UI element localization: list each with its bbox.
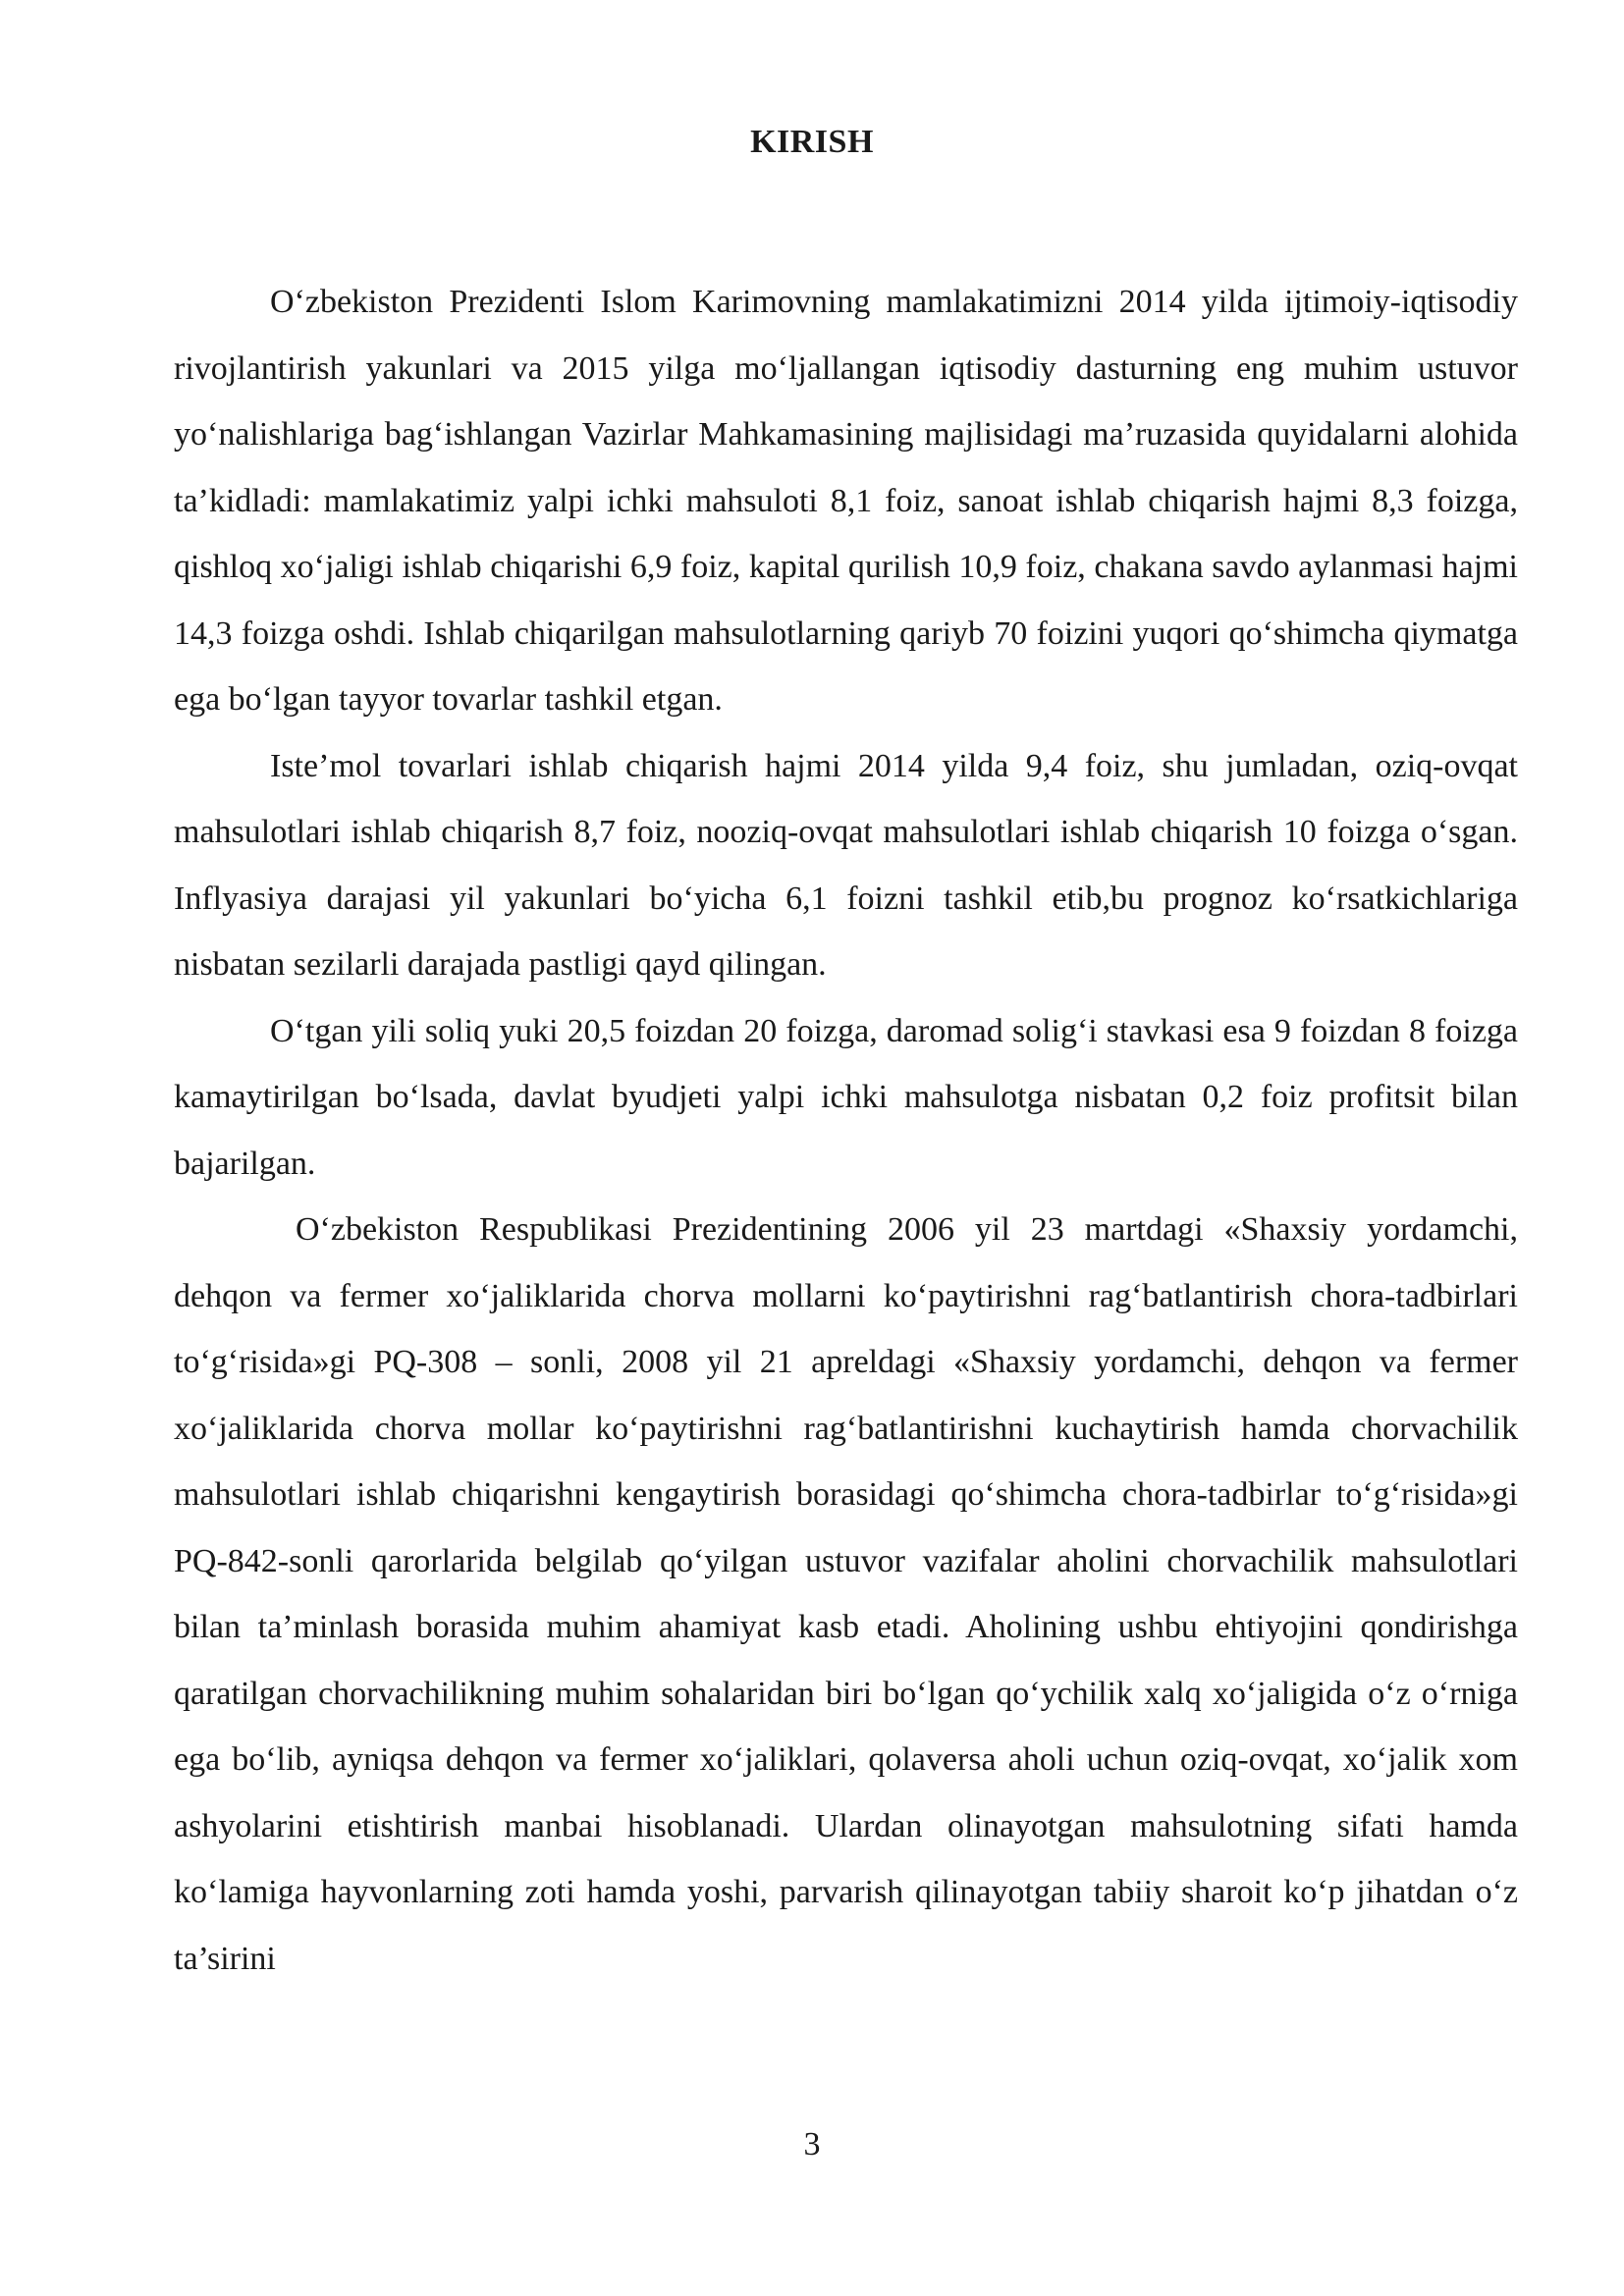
paragraph-3: O‘tgan yili soliq yuki 20,5 foizdan 20 foizga, daromad solig‘i stavkasi esa 9 foizdan 8 foizga kamaytirilgan bo‘lsada, davlat byudjeti yalpi ichki mahsulotga nisbatan 0,2 foiz profitsit bilan bajarilgan. <box>174 1012 1518 1182</box>
paragraph-1: O‘zbekiston Prezidenti Islom Karimovning mamlakatimizni 2014 yilda ijtimoiy-iqtisodiy rivojlantirish yakunlari va 2015 yilga mo‘ljallangan iqtisodiy dasturning eng muhim ustuvor yo‘nalishlariga bag‘ishlangan Vazirlar Mahkamasining majlisidagi ma’ruzasida quyidalarni alohida ta’kidladi: mamlakatimiz yalpi ichki mahsuloti 8,1 foiz, sanoat ishlab chiqarish hajmi 8,3 foizga, qishloq xo‘jaligi ishlab chiqarishi 6,9 foiz, kapital qurilish 10,9 foiz, chakana savdo aylanmasi hajmi 14,3 foizga oshdi. Ishlab chiqarilgan mahsulotlarning qariyb 70 foizini yuqori qo‘shimcha qiymatga ega bo‘lgan tayyor tovarlar tashkil etgan. <box>174 284 1518 718</box>
page-number: 3 <box>803 2126 821 2163</box>
paragraph-2: Iste’mol tovarlari ishlab chiqarish hajmi 2014 yilda 9,4 foiz, shu jumladan, oziq-ovqat mahsulotlari ishlab chiqarish 8,7 foiz, nooziq-ovqat mahsulotlari ishlab chiqarish 10 foizga o‘sgan. Inflyasiya darajasi yil yakunlari bo‘yicha 6,1 foizni tashkil etib,bu prognoz ko‘rsatkichlariga nisbatan sezilarli darajada pastligi qayd qilingan. <box>174 747 1518 983</box>
paragraph-4: O‘zbekiston Respublikasi Prezidentining 2006 yil 23 martdagi «Shaxsiy yordamchi, dehqon va fermer xo‘jaliklarida chorva mollarni ko‘paytirishni rag‘batlantirish chora-tadbirlari to‘g‘risida»gi PQ-308 – sonli, 2008 yil 21 apreldagi «Shaxsiy yordamchi, dehqon va fermer xo‘jaliklarida chorva mollar ko‘paytirishni rag‘batlantirishni kuchaytirish hamda chorvachilik mahsulotlari ishlab chiqarishni kengaytirish borasidagi qo‘shimcha chora-tadbirlar to‘g‘risida»gi PQ-842-sonli qarorlarida belgilab qo‘yilgan ustuvor vazifalar aholini chorvachilik mahsulotlari bilan ta’minlash borasida muhim ahamiyat kasb etadi. Aholining ushbu ehtiyojini qondirishga qaratilgan chorvachilikning muhim sohalaridan biri bo‘lgan qo‘ychilik xalq xo‘jaligida o‘z o‘rniga ega bo‘lib, ayniqsa dehqon va fermer xo‘jaliklari, qolaversa aholi uchun oziq-ovqat, xo‘jalik xom ashyolarini etishtirish manbai hisoblanadi. Ulardan olinayotgan mahsulotning sifati hamda ko‘lamiga hayvonlarning zoti hamda yoshi, parvarish qilinayotgan tabiiy sharoit ko‘p jihatdan o‘z ta’sirini <box>174 1211 1518 1977</box>
body-text <box>174 269 1518 1992</box>
page-title: KIRISH <box>750 124 874 160</box>
